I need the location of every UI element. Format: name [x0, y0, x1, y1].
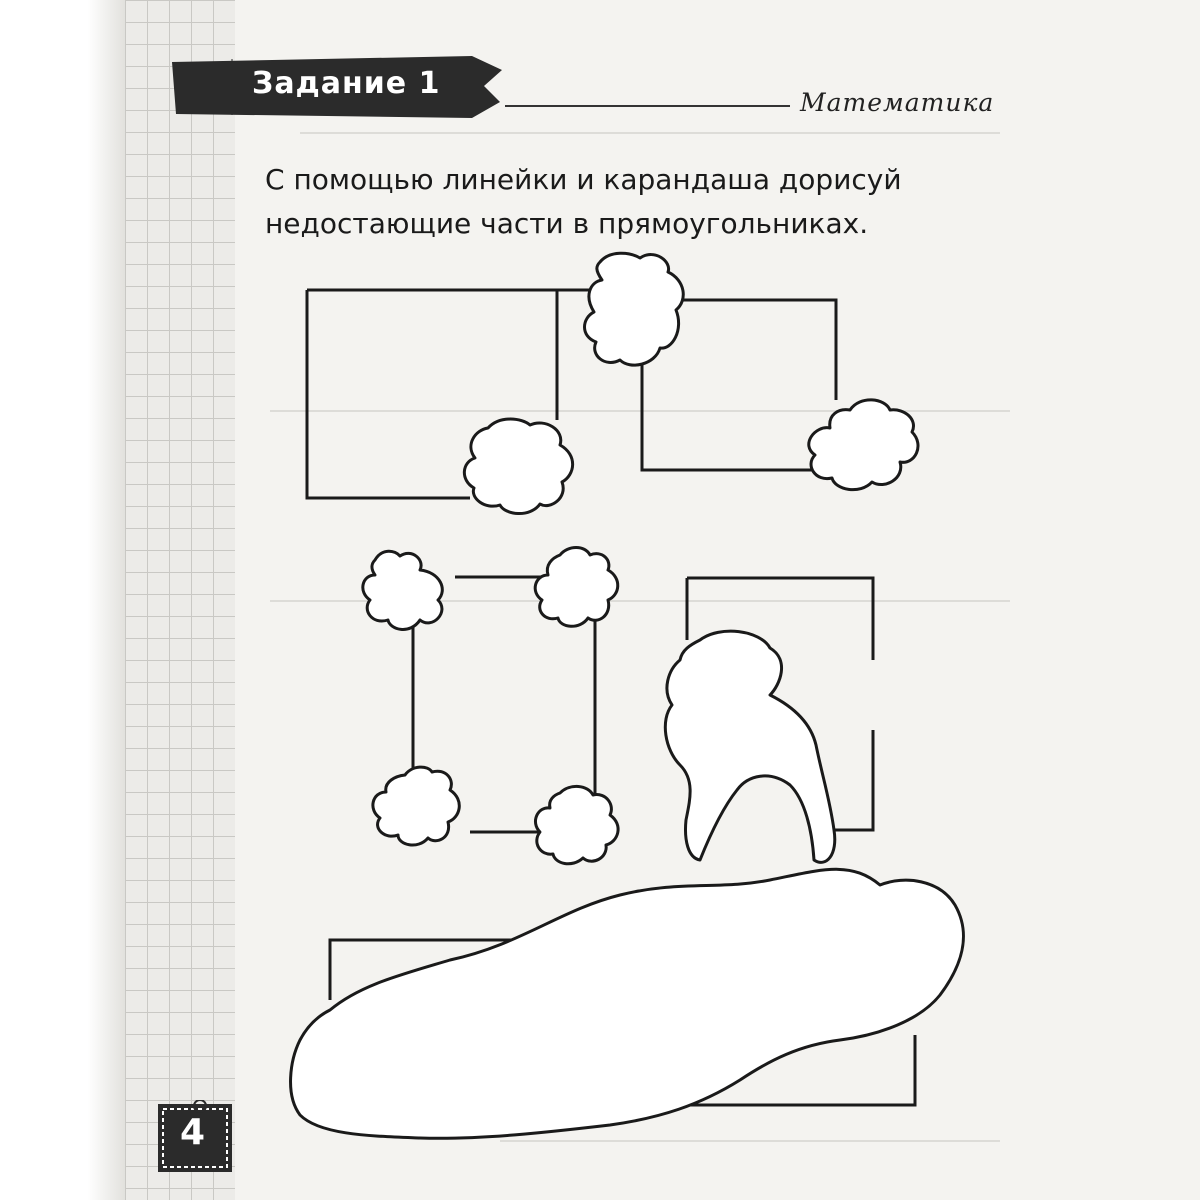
page-number: 4	[180, 1112, 206, 1153]
task-label: Задание 1	[252, 66, 441, 101]
ink-blot	[665, 631, 834, 862]
ink-blot	[535, 786, 618, 863]
ink-blot	[809, 400, 918, 490]
partial-rectangle	[307, 290, 470, 498]
ink-blot	[291, 869, 964, 1138]
ink-blot	[464, 419, 572, 514]
partial-rectangle	[830, 730, 873, 830]
ink-blot	[585, 253, 684, 365]
subject-title: Математика	[800, 88, 995, 117]
ink-blot	[363, 551, 442, 629]
task-instruction: С помощью линейки и карандаша дорисуй недостающие части в прямоугольниках.	[265, 163, 902, 240]
ink-blot	[535, 548, 618, 627]
ink-blot	[373, 767, 459, 845]
